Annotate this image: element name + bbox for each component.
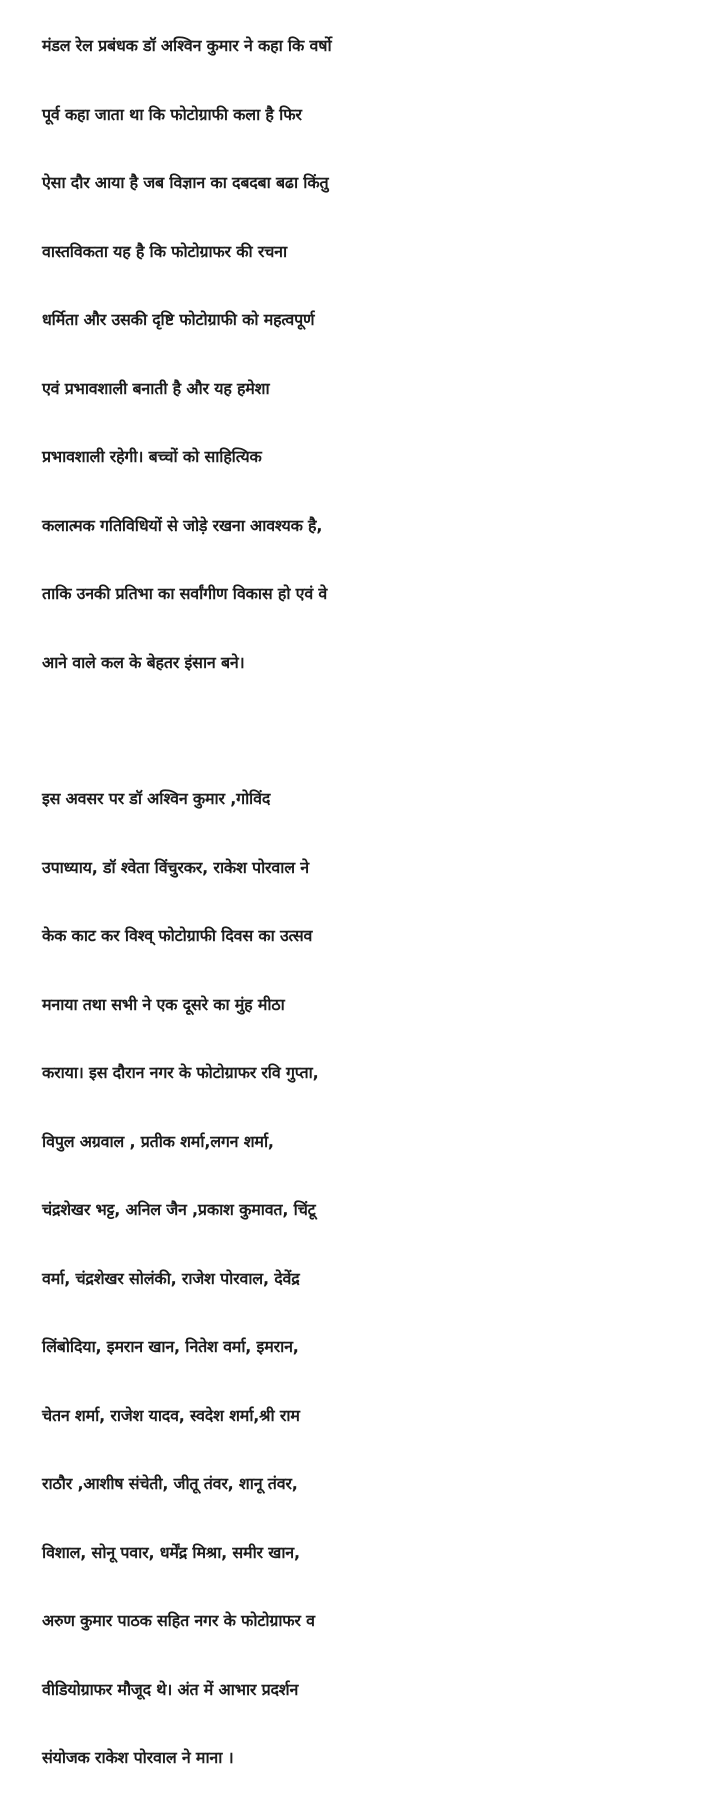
text-line: आने वाले कल के बेहतर इंसान बने। <box>42 652 245 672</box>
text-line: ताकि उनकी प्रतिभा का सर्वांगीण विकास हो एवं वे <box>42 584 328 603</box>
text-line: पूर्व कहा जाता था कि फोटोग्राफी कला है फिर <box>42 104 302 124</box>
text-line: वीडियोग्राफर मौजूद थे। अंत में आभार प्रदर्शन <box>42 1679 299 1699</box>
text-line: कराया। इस दौरान नगर के फोटोग्राफर रवि गुप्ता, <box>42 1063 319 1082</box>
paragraph-spacer <box>42 697 720 765</box>
text-line: वर्मा, चंद्रशेखर सोलंकी, राजेश पोरवाल, देवेंद्र <box>42 1268 300 1288</box>
text-line: अरुण कुमार पाठक सहित नगर के फोटोग्राफर व <box>42 1611 315 1630</box>
text-line: राठौर ,आशीष संचेती, जीतू तंवर, शानू तंवर, <box>42 1474 298 1493</box>
text-line: ऐसा दौर आया है जब विज्ञान का दबदबा बढा किंतु <box>42 173 329 192</box>
text-line: धर्मिता और उसकी दृष्टि फोटोग्राफी को महत्वपूर्ण <box>42 310 315 329</box>
text-line: चंद्रशेखर भट्ट, अनिल जैन ,प्रकाश कुमावत, चिंटू <box>42 1200 316 1219</box>
text-line: मनाया तथा सभी ने एक दूसरे का मुंह मीठा <box>42 994 285 1014</box>
text-line: चेतन शर्मा, राजेश यादव, स्वदेश शर्मा,श्री राम <box>42 1405 300 1425</box>
paragraph-1 <box>42 12 720 697</box>
paragraph-2 <box>42 765 720 1793</box>
text-line: मंडल रेल प्रबंधक डॉ अश्विन कुमार ने कहा कि वर्षो <box>42 36 332 55</box>
text-line: विशाल, सोनू पवार, धर्मेंद्र मिश्रा, समीर खान, <box>42 1542 300 1562</box>
text-line: इस अवसर पर डॉ अश्विन कुमार ,गोविंद <box>42 789 271 808</box>
text-line: केक काट कर विश्व् फोटोग्राफी दिवस का उत्सव <box>42 926 313 945</box>
text-line: विपुल अग्रवाल , प्रतीक शर्मा,लगन शर्मा, <box>42 1131 274 1151</box>
text-line: वास्तविकता यह है कि फोटोग्राफर की रचना <box>42 241 287 261</box>
text-line: कलात्मक गतिविधियों से जोड़े रखना आवश्यक है, <box>42 515 323 535</box>
text-line: उपाध्याय, डॉ श्वेता विंचुरकर, राकेश पोरवाल ने <box>42 857 309 877</box>
text-line: लिंबोदिया, इमरान खान, नितेश वर्मा, इमरान, <box>42 1337 299 1356</box>
text-line: एवं प्रभावशाली बनाती है और यह हमेशा <box>42 378 270 398</box>
text-line: प्रभावशाली रहेगी। बच्चों को साहित्यिक <box>42 447 262 466</box>
text-line: संयोजक राकेश पोरवाल ने माना । <box>42 1748 234 1767</box>
